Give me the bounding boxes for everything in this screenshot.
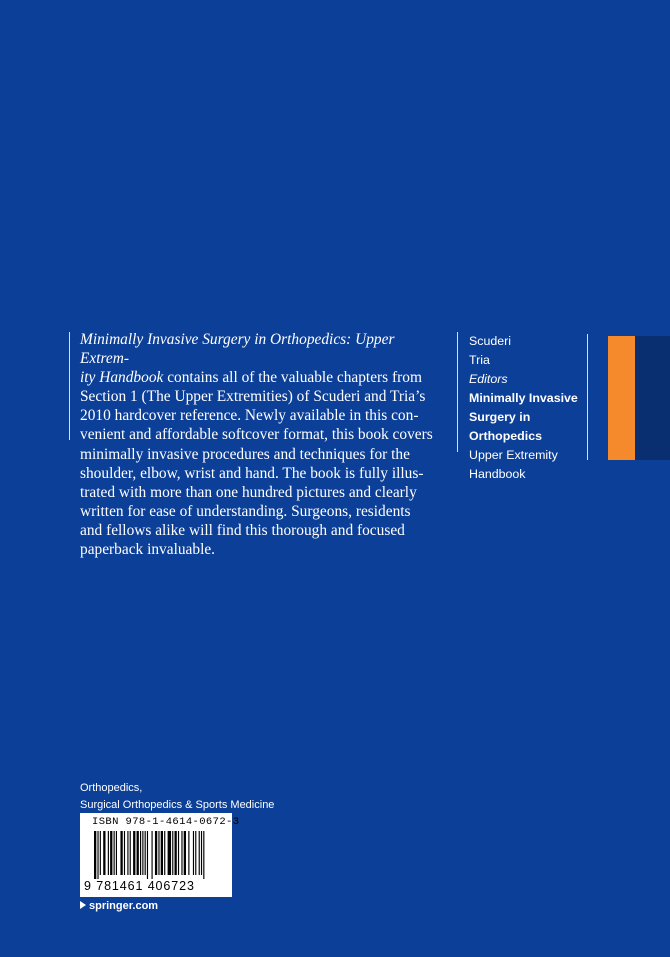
book-title: Surgery in	[469, 410, 531, 424]
barcode-bar	[164, 831, 165, 875]
barcode-bar	[178, 831, 179, 875]
blurb-line: and fellows alike will find this thorough and focused	[80, 521, 405, 539]
book-subtitle: Upper Extremity	[469, 448, 558, 462]
blurb-divider	[69, 332, 70, 440]
barcode-bar	[103, 831, 105, 875]
navy-color-band	[635, 336, 670, 460]
barcode-bar	[175, 831, 177, 875]
barcode-bar	[100, 831, 101, 875]
barcode-bar	[116, 831, 117, 875]
blurb-line: Section 1 (The Upper Extremities) of Scuderi and Tria’s	[80, 388, 426, 406]
barcode-bar	[172, 831, 173, 875]
barcode-bar	[108, 831, 109, 875]
barcode-bar	[97, 831, 98, 879]
publisher-link[interactable]	[80, 900, 158, 912]
barcode-bar	[155, 831, 157, 875]
barcode-bar	[137, 831, 139, 875]
book-title: Orthopedics	[469, 429, 542, 443]
book-title: Minimally Invasive	[469, 391, 578, 405]
barcode-bar	[168, 831, 171, 875]
editors-label: Editors	[469, 372, 508, 386]
stripe-divider	[587, 334, 588, 460]
barcode-bar	[147, 831, 148, 879]
barcode-bar	[161, 831, 163, 875]
barcode-bar	[152, 831, 153, 879]
blurb-line: written for ease of understanding. Surgeons, residents	[80, 502, 411, 520]
blurb-line: Minimally Invasive Surgery in Orthopedics: Upper Extrem-	[80, 331, 395, 368]
barcode-bar	[199, 831, 200, 875]
barcode-bar	[140, 831, 141, 875]
subject-classification	[80, 780, 274, 814]
blurb-line: trated with more than one hundred pictures and clearly	[80, 483, 417, 501]
blurb-line: shoulder, elbow, wrist and hand. The book is fully illus-	[80, 464, 424, 482]
isbn-number: ISBN 978-1-4614-0672-3	[92, 816, 240, 828]
book-subtitle: Handbook	[469, 467, 526, 481]
barcode-bar	[124, 831, 125, 875]
barcode-bar	[94, 831, 96, 879]
barcode-bar	[201, 831, 202, 875]
publisher-url: springer.com	[89, 900, 159, 912]
barcode-bar	[127, 831, 128, 875]
barcode-bar	[181, 831, 182, 875]
blurb-line: venient and affordable softcover format, this book covers	[80, 426, 433, 444]
blurb-line: minimally invasive procedures and techniques for the	[80, 445, 410, 463]
blurb-line: paperback invaluable.	[80, 541, 216, 559]
barcode-bar	[184, 831, 186, 875]
orange-color-band	[608, 336, 635, 460]
barcode-bar	[110, 831, 112, 875]
play-arrow-icon	[80, 901, 86, 909]
book-description	[80, 330, 445, 559]
ean-digits: 9 781461 406723	[84, 879, 195, 893]
barcode-bar	[130, 831, 131, 875]
barcode-bar	[133, 831, 135, 875]
title-block	[469, 332, 587, 484]
barcode-bar	[195, 831, 196, 875]
subject-line: Orthopedics,	[80, 782, 143, 794]
author-name: Scuderi	[469, 334, 512, 348]
barcode-bar	[158, 831, 159, 875]
barcode-bar	[188, 831, 189, 875]
barcode-bar	[193, 831, 194, 875]
barcode-bars	[94, 831, 218, 879]
barcode-bar	[142, 831, 143, 875]
blurb-line: ity Handbook contains all of the valuable chapters from	[80, 369, 422, 387]
isbn-barcode	[80, 813, 240, 897]
barcode-bar	[145, 831, 146, 875]
barcode-bar	[203, 831, 204, 879]
barcode-bar	[120, 831, 122, 875]
blurb-line: 2010 hardcover reference. Newly available in this con-	[80, 407, 419, 425]
author-name: Tria	[469, 353, 490, 367]
subject-line: Surgical Orthopedics & Sports Medicine	[80, 799, 275, 811]
barcode-bar	[114, 831, 115, 875]
sidebar-divider	[457, 332, 458, 452]
